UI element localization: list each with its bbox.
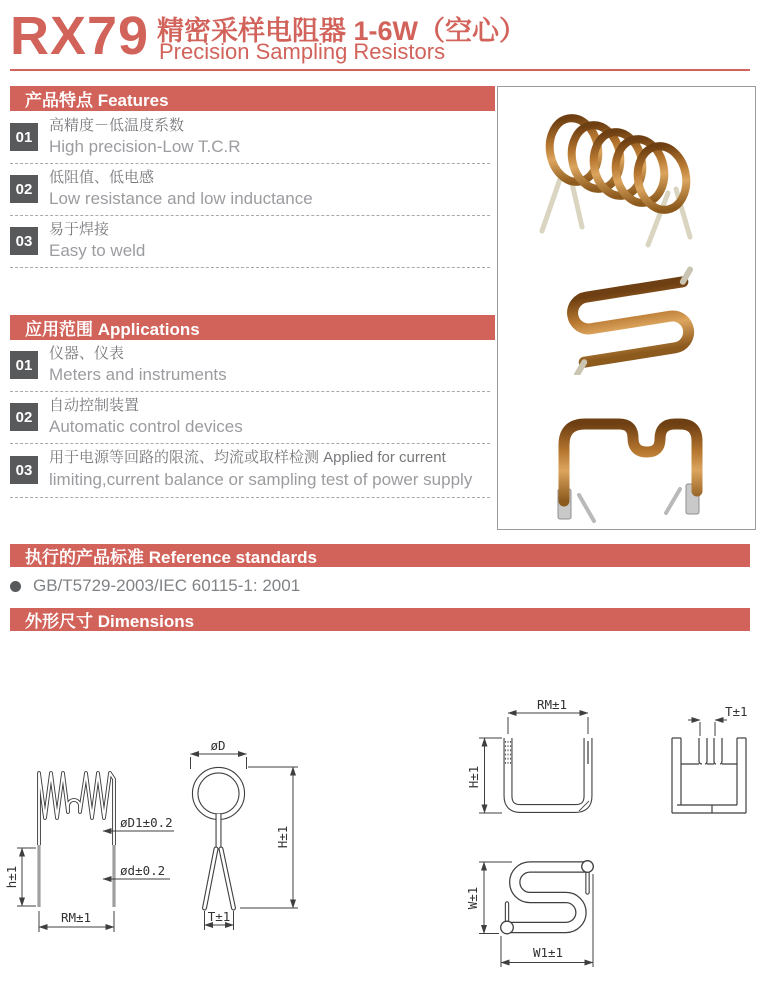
dim-label-d: ød±0.2 [120,863,166,878]
item-text-cn: 自动控制装置 [49,397,140,414]
item-text-cn: 仪器、仪表 [49,345,125,362]
list-item [10,392,490,444]
helical-coil-resistor-photo [526,95,731,260]
drawing-u-side [672,704,748,813]
drawing-u-front [466,697,589,813]
dim-label-w1: W1±1 [532,945,564,960]
item-number-badge: 03 [10,456,38,484]
standards-text: GB/T5729-2003/IEC 60115-1: 2001 [33,576,301,595]
features-heading: 产品特点 Features [10,86,495,111]
dim-label-d1: øD1±0.2 [120,815,173,830]
list-item [10,112,490,164]
item-number-badge: 03 [10,227,38,255]
dimension-drawings [0,640,760,993]
bullet-icon [10,581,21,592]
item-text-cn: 用于电源等回路的限流、均流或取样检测 Applied for current [49,449,446,466]
item-number-badge: 01 [10,351,38,379]
list-item [10,340,490,392]
standards-item [10,576,300,596]
drawing-coil-front [4,773,174,932]
product-title-en: Precision Sampling Resistors [159,39,446,64]
drawing-s-top [465,861,593,967]
dim-label-rm: RM±1 [536,697,568,712]
features-list [10,112,490,268]
item-text-cn: 低阻值、低电感 [49,169,155,186]
item-text-cn: 易于焊接 [49,221,110,238]
applications-list [10,340,490,498]
dim-label-h: H±1 [275,825,290,849]
item-text-en: limiting,current balance or sampling test of power supply [49,470,473,489]
list-item [10,216,490,268]
item-text-en: Automatic control devices [49,417,243,436]
item-text-en: Low resistance and low inductance [49,189,313,208]
drawing-coil-side [191,738,299,930]
item-number-badge: 02 [10,403,38,431]
dimensions-heading: 外形尺寸 Dimensions [10,608,750,631]
dim-label-t: T±1 [207,909,231,924]
item-text-cn: 高精度－低温度系数 [49,117,185,134]
dim-label-rm: RM±1 [60,910,92,925]
product-model: RX79 [10,6,150,66]
item-number-badge: 02 [10,175,38,203]
dim-label-h: h±1 [4,865,19,889]
dim-label-h: H±1 [466,765,481,789]
list-item [10,444,490,498]
m-shaped-resistor-photo [526,379,731,527]
product-title-cn: 精密采样电阻器 1-6W（空心） [157,16,527,46]
item-text-en: High precision-Low T.C.R [49,137,241,156]
serpentine-resistor-photo [520,263,735,375]
standards-heading: 执行的产品标准 Reference standards [10,544,750,567]
product-photo-panel [497,86,756,530]
dim-label-w: W±1 [465,886,480,910]
dim-label-t: T±1 [725,704,748,719]
header-divider [10,69,750,71]
item-text-en: Meters and instruments [49,365,227,384]
item-number-badge: 01 [10,123,38,151]
dim-label-dia: øD [210,738,226,753]
item-text-en: Easy to weld [49,241,146,260]
applications-heading: 应用范围 Applications [10,315,495,340]
list-item [10,164,490,216]
